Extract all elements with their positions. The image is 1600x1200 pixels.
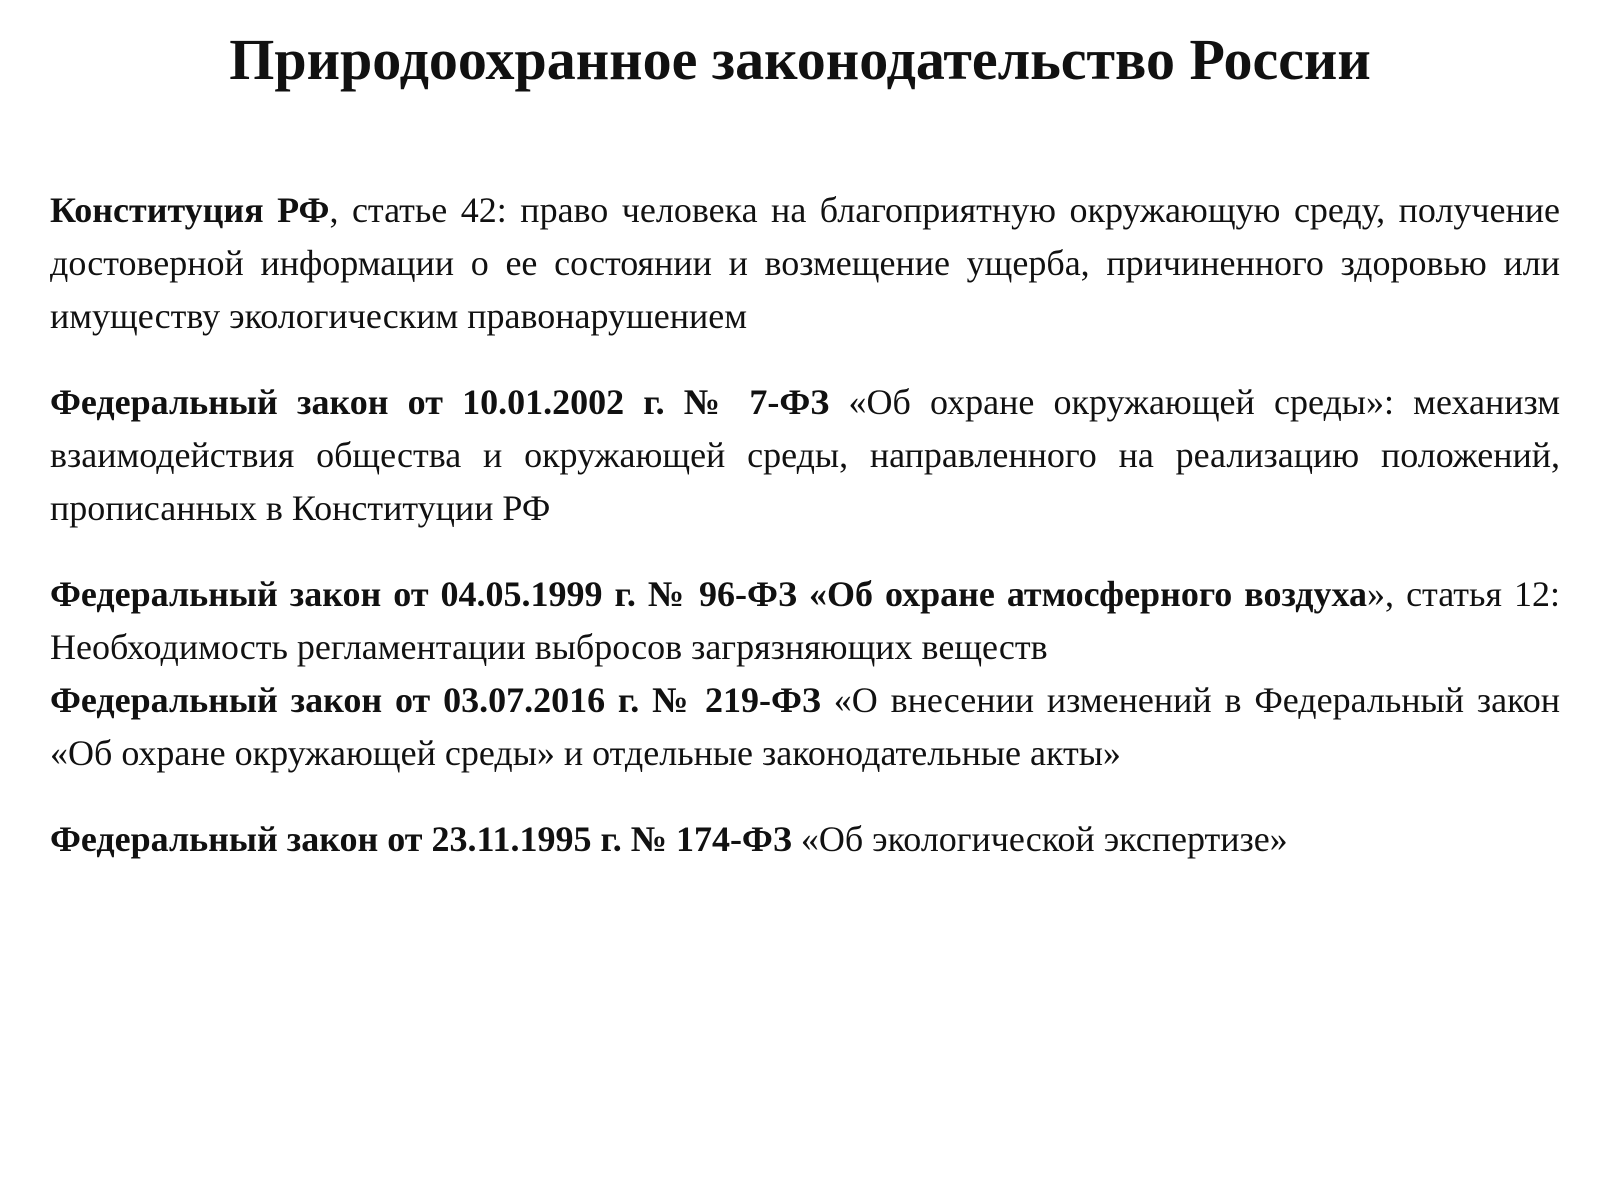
law-item-fz174: [50, 813, 1560, 866]
law-item-constitution: [50, 184, 1560, 343]
law-item-fz96: [50, 568, 1560, 674]
law-item-fz174-name: Федеральный закон от 23.11.1995 г. № 174-ФЗ: [50, 819, 792, 859]
law-item-fz219-text: «О внесении изменений в Федеральный закон «Об охране окружающей среды» и отдельные законодательные акты»: [50, 680, 1560, 773]
law-item-fz219: [50, 674, 1560, 780]
law-item-fz96-text: », статья 12: Необходимость регламентации выбросов загрязняющих веществ: [50, 574, 1560, 667]
law-item-fz7: [50, 376, 1560, 535]
law-item-fz7-name: Федеральный закон от 10.01.2002 г. № 7-ФЗ: [50, 382, 830, 422]
law-item-fz96-name: Федеральный закон от 04.05.1999 г. № 96-ФЗ «Об охране атмосферного воздуха: [50, 574, 1368, 614]
law-item-fz7-text: «Об охране окружающей среды»: механизм взаимодействия общества и окружающей среды, направленного на реализацию положений, прописанных в Конституции РФ: [50, 382, 1560, 528]
law-item-fz174-text: «Об экологической экспертизе»: [791, 819, 1288, 859]
law-item-constitution-name: Конституция РФ: [50, 190, 330, 230]
law-item-fz219-name: Федеральный закон от 03.07.2016 г. № 219-ФЗ: [50, 680, 821, 720]
slide-content: [50, 184, 1560, 866]
slide-title: Природоохранное законодательство России: [229, 27, 1371, 92]
law-item-constitution-text: , статье 42: право человека на благоприятную окружающую среду, получение достоверной информации о ее состоянии и возмещение ущерба, причиненного здоровью или имуществу экологическим правонарушением: [50, 190, 1561, 336]
